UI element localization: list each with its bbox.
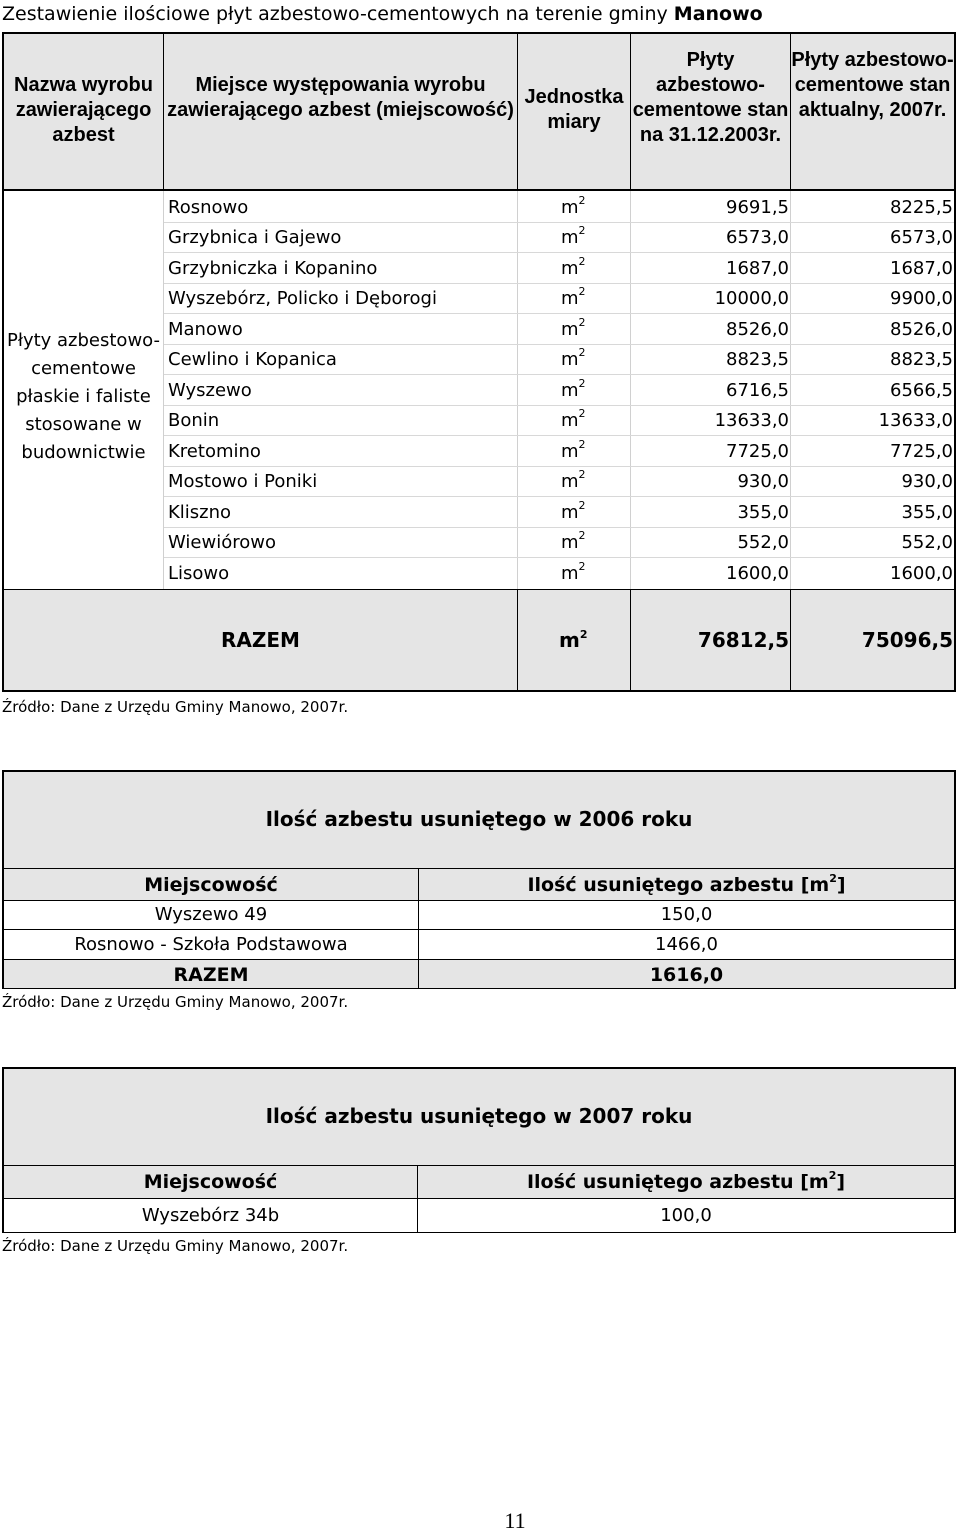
table-row-value-2003: 7725,0 [726,441,789,462]
table-row-unit: $m^2$ [561,224,586,248]
table-row-place: Manowo [168,319,243,340]
table-row-place: Kliszno [168,502,232,523]
table-row-value-2007: 7725,0 [890,441,953,462]
table-row-place: Rosnowo [168,197,249,218]
table-row-unit: $m^2$ [561,499,586,523]
header-state-2007: Płyty azbestowo-cementowe stan aktualny, 2007r. [791,49,954,121]
table-row-place: Wyszewo [168,380,252,401]
header-state-2003: Płyty azbestowo-cementowe stan na 31.12.2003r. [632,49,789,146]
table-row-value-2007: 1600,0 [890,563,953,584]
table-row-value-2003: 6716,5 [726,380,789,401]
table-row-place: Lisowo [168,563,230,584]
source-note-main: Źródło: Dane z Urzędu Gminy Manowo, 2007r. [2,698,349,716]
removed-2006-row-place: Wyszewo 49 [154,904,268,925]
table-row-unit: $m^2$ [561,407,586,431]
table-row-value-2007: 1687,0 [890,258,953,279]
table-row-unit: $m^2$ [561,468,586,492]
table-row-unit: $m^2$ [561,255,586,279]
total-label: RAZEM [221,628,300,652]
removed-2006-total-amount: 1616,0 [649,964,724,986]
table-row-value-2003: 10000,0 [714,288,789,309]
removed-2007-col-place: Miejscowość [143,1171,278,1193]
removed-2006-row-place: Rosnowo - Szkoła Podstawowa [74,934,348,955]
header-unit: Jednostka miary [524,86,624,133]
removed-2007-row-amount: 100,0 [660,1205,712,1226]
table-row-value-2007: 930,0 [901,471,953,492]
header-location: Miejsce występowania wyrobu zawierającego azbest (miejscowość) [167,74,514,121]
table-row-unit: $m^2$ [561,346,586,370]
table-row-value-2007: 8823,5 [890,349,953,370]
table-row-place: Wyszebórz, Policko i Dęborogi [168,288,437,309]
table-row-value-2003: 930,0 [737,471,789,492]
table-row-place: Cewlino i Kopanica [168,349,337,370]
table-row-place: Kretomino [168,441,261,462]
table-row-value-2007: 13633,0 [878,410,953,431]
removed-2007-row-place: Wyszebórz 34b [141,1205,280,1226]
removed-2006-col-amount: Ilość usuniętego azbestu $[m^2]$ [527,872,846,896]
removed-2006-title: Ilość azbestu usuniętego w 2006 roku [265,807,693,831]
header-product-name: Nazwa wyrobu zawierającego azbest [14,74,153,146]
total-2003: 76812,5 [697,628,789,652]
table-row-value-2007: 6566,5 [890,380,953,401]
product-name-cell: Płyty azbestowo-cementowe płaskie i faliste stosowane w budownictwie [6,330,161,463]
table-row-unit: $m^2$ [561,560,586,584]
table-row-unit: $m^2$ [561,194,586,218]
table-row-value-2007: 8526,0 [890,319,953,340]
table-row-value-2003: 1687,0 [726,258,789,279]
table-row-unit: $m^2$ [561,316,586,340]
total-unit: $m^2$ [559,628,588,652]
document-title: Zestawienie ilościowe płyt azbestowo-cementowych na terenie gminy Manowo [2,3,763,25]
table-row-unit: $m^2$ [561,377,586,401]
removed-2006-col-place: Miejscowość [144,874,278,896]
table-row-value-2003: 552,0 [737,532,789,553]
source-note-2006: Źródło: Dane z Urzędu Gminy Manowo, 2007r. [2,993,349,1011]
table-row-value-2007: 8225,5 [890,197,953,218]
table-row-value-2003: 8823,5 [726,349,789,370]
removed-2006-row-amount: 1466,0 [655,934,718,955]
table-row-place: Grzybnica i Gajewo [168,227,342,248]
table-row-place: Wiewiórowo [168,532,276,553]
total-2007: 75096,5 [861,628,953,652]
table-row-place: Grzybniczka i Kopanino [168,258,378,279]
table-row-value-2003: 8526,0 [726,319,789,340]
table-row-value-2007: 552,0 [901,532,953,553]
table-row-value-2007: 6573,0 [890,227,953,248]
removed-2006-row-amount: 150,0 [660,904,713,925]
table-row-place: Mostowo i Poniki [168,471,318,492]
page-number: 11 [504,1508,526,1533]
table-row-value-2003: 9691,5 [726,197,789,218]
removed-2007-title: Ilość azbestu usuniętego w 2007 roku [265,1104,693,1128]
table-row-value-2003: 6573,0 [726,227,789,248]
source-note-2007: Źródło: Dane z Urzędu Gminy Manowo, 2007r. [2,1237,349,1255]
removed-2006-total-label: RAZEM [173,964,249,986]
table-row-value-2007: 9900,0 [890,288,953,309]
removed-2007-col-amount: Ilość usuniętego azbestu $[m^2]$ [526,1169,846,1193]
table-row-value-2007: 355,0 [901,502,953,523]
table-row-unit: $m^2$ [561,438,586,462]
table-row-unit: $m^2$ [561,529,586,553]
table-row-value-2003: 13633,0 [714,410,789,431]
table-row-value-2003: 355,0 [737,502,789,523]
table-row-value-2003: 1600,0 [726,563,789,584]
table-row-place: Bonin [168,410,220,431]
table-row-unit: $m^2$ [561,285,586,309]
